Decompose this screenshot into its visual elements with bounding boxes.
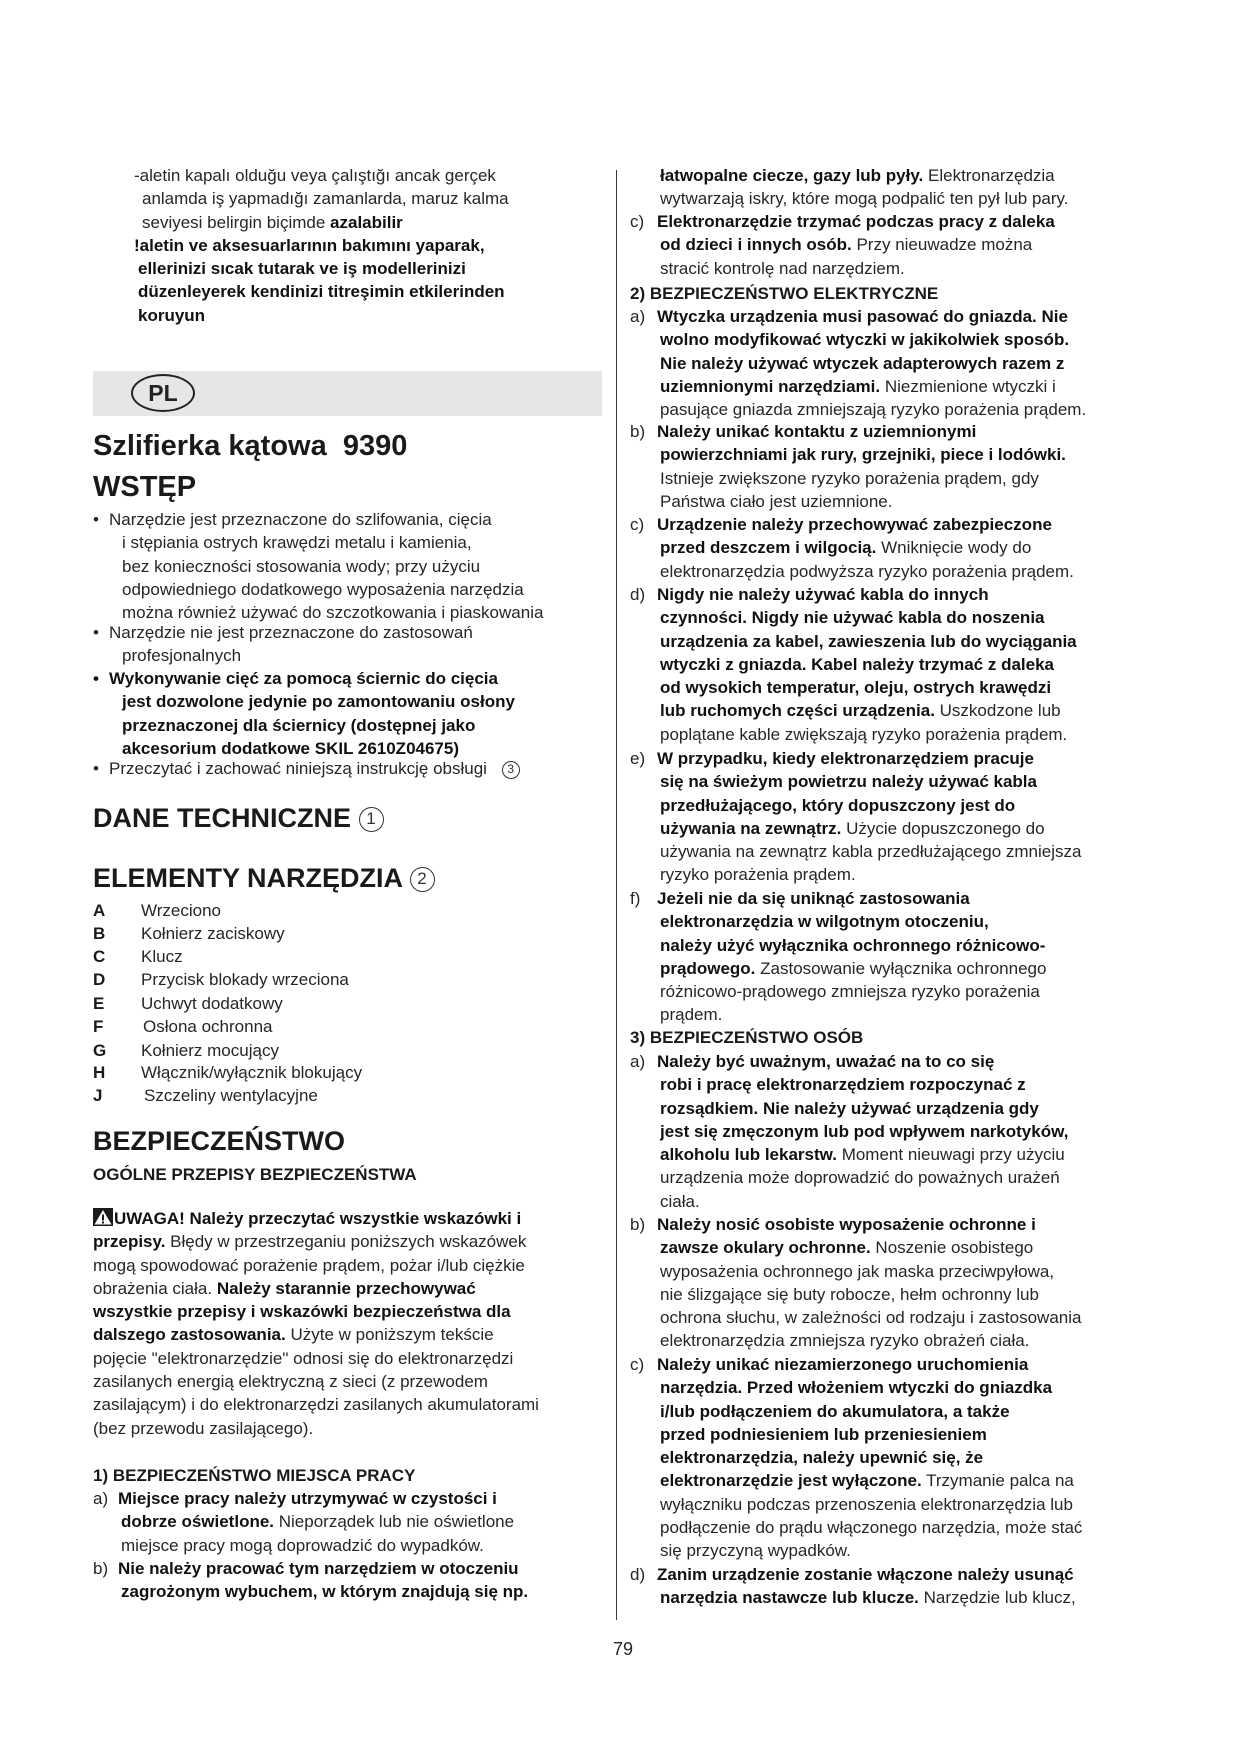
safety-item: d) Zanim urządzenie zostanie włączone należy usunąć narzędzia nastawcze lub klucze. Narzędzie lub klucz, [630, 1565, 1076, 1608]
safety-item-continuation: łatwopalne ciecze, gazy lub pyły. Elektronarzędzia wytwarzają iskry, które mogą podpalić ten pył lub pary. [660, 166, 1069, 209]
general-safety-subheading: OGÓLNE PRZEPISY BEZPIECZEŃSTWA [93, 1165, 417, 1184]
safety-item: b) Nie należy pracować tym narzędziem w otoczeniu zagrożonym wybuchem, w którym znajdują się np. [93, 1559, 529, 1602]
tr-line: seviyesi belirgin biçimde azalabilir [142, 212, 403, 232]
element-item: E Uchwyt dodatkowy [93, 994, 283, 1013]
technical-data-heading: DANE TECHNICZNE 1 [93, 802, 384, 834]
safety-item: a) Wtyczka urządzenia musi pasować do gniazda. Nie wolno modyfikować wtyczki w jakikolwiek sposób. Nie należy używać wtyczek adapterowych razem z uziemnionymi narzędziami. Niezmienione wtyczki i pasujące gniazda zmniejszają ryzyko porażenia prądem. [630, 307, 1087, 420]
safety-item: b) Należy unikać kontaktu z uziemnionymi powierzchniami jak rury, grzejniki, piece i lodówki. Istnieje zwiększone ryzyko porażenia prądem, gdy Państwa ciało jest uziemnione. [630, 422, 1066, 511]
figure-ref-2: 2 [410, 867, 435, 892]
electrical-safety-heading: 2) BEZPIECZEŃSTWO ELEKTRYCZNE [630, 284, 939, 303]
intro-bullet: • Narzędzie jest przeznaczone do szlifowania, cięcia i stępiania ostrych krawędzi metalu i kamienia, bez konieczności stosowania wody; przy użyciu odpowiedniego dodatkowego wyposażenia narzędzia można również używać do szczotkowania i piaskowania [93, 510, 544, 623]
element-item: D Przycisk blokady wrzeciona [93, 970, 349, 989]
work-area-safety-heading: 1) BEZPIECZEŃSTWO MIEJSCA PRACY [93, 1466, 416, 1485]
warning-block: UWAGA! Należy przeczytać wszystkie wskazówki i przepisy. Błędy w przestrzeganiu poniższych wskazówek mogą spowodować porażenie prądem, pożar i/lub ciężkie obrażenia ciała. Należy starannie przechowywać wszystkie przepisy i wskazówki bezpieczeństwa dla dalszego zastosowania. Użyte w poniższym tekście pojęcie "elektronarzędzie" odnosi się do elektronarzędzi zasilanych energią elektryczną z sieci (z przewodem zasilającym) i do elektronarzędzi zasilanych akumulatorami (bez przewodu zasilającego). [93, 1209, 539, 1438]
tr-line: anlamda iş yapmadığı zamanlarda, maruz kalma [142, 189, 509, 209]
safety-item: c) Elektronarzędzie trzymać podczas pracy z daleka od dzieci i innych osób. Przy nieuwadze można stracić kontrolę nad narzędziem. [630, 212, 1055, 278]
safety-item: e) W przypadku, kiedy elektronarzędziem pracuje się na świeżym powietrzu należy używać kabla przedłużającego, który dopuszczony jest do używania na zewnątrz. Użycie dopuszczonego do używania na zewnątrz kabla przedłużającego zmniejsza ryzyko porażenia prądem. [630, 749, 1082, 885]
safety-item: c) Urządzenie należy przechowywać zabezpieczone przed deszczem i wilgocią. Wniknięcie wody do elektronarzędzia podwyższa ryzyko porażenia prądem. [630, 515, 1074, 581]
safety-item: c) Należy unikać niezamierzonego uruchomienia narzędzia. Przed włożeniem wtyczki do gniazdka i/lub podłączeniem do akumulatora, a także przed podniesieniem lub przeniesieniem elektronarzędzia, należy upewnić się, że elektronarzędzie jest wyłączone. Trzymanie palca na wyłączniku podczas przenoszenia elektronarzędzia lub podłączenie do prądu włączonego narzędzia, może stać się przyczyną wypadków. [630, 1355, 1083, 1561]
safety-item: a) Miejsce pracy należy utrzymywać w czystości i dobrze oświetlone. Nieporządek lub nie oświetlone miejsce pracy mogą doprowadzić do wypadków. [93, 1489, 515, 1555]
elements-heading: ELEMENTY NARZĘDZIA 2 [93, 862, 435, 894]
tr-continuation [134, 164, 604, 327]
page-number: 79 [612, 1639, 634, 1659]
element-item: F Osłona ochronna [93, 1017, 273, 1036]
element-item: A Wrzeciono [93, 901, 221, 920]
tr-bold-line: düzenleyerek kendinizi titreşimin etkilerinden [138, 282, 505, 302]
intro-bullet: • Przeczytać i zachować niniejszą instrukcję obsługi 3 [93, 757, 613, 780]
element-item: G Kołnierz mocujący [93, 1041, 279, 1060]
tr-bold-line: koruyun [138, 305, 206, 325]
warning-triangle-icon [93, 1208, 113, 1226]
tr-line: -aletin kapalı olduğu veya çalıştığı ancak gerçek [134, 166, 496, 185]
element-item: J Szczeliny wentylacyjne [93, 1086, 318, 1105]
safety-item: a) Należy być uważnym, uważać na to co się robi i pracę elektronarzędziem rozpoczynać z rozsądkiem. Nie należy używać urządzenia gdy jest się zmęczonym lub pod wpływem narkotyków, alkoholu lub lekarstw. Moment nieuwagi przy użyciu urządzenia może doprowadzić do poważnych urażeń ciała. [630, 1052, 1069, 1211]
intro-bullet: • Narzędzie nie jest przeznaczone do zastosowań profesjonalnych [93, 623, 473, 666]
intro-heading: WSTĘP [93, 471, 197, 503]
tr-bold-line: ellerinizi sıcak tutarak ve iş modellerinizi [138, 259, 466, 279]
product-title: Szlifierka kątowa 9390 [93, 430, 408, 462]
intro-bullet: • Wykonywanie cięć za pomocą ściernic do cięcia jest dozwolone jedynie po zamontowaniu osłony przeznaczonej dla ściernicy (dostępnej jako akcesorium dodatkowe SKIL 2610Z04675) [93, 669, 515, 758]
element-item: H Włącznik/wyłącznik blokujący [93, 1063, 363, 1082]
element-item: C Klucz [93, 947, 183, 966]
column-divider [616, 170, 617, 1620]
safety-item: d) Nigdy nie należy używać kabla do innych czynności. Nigdy nie używać kabla do noszenia urządzenia za kabel, zawieszenia lub do wyciągania wtyczki z gniazda. Kabel należy trzymać z daleka od wysokich temperatur, oleju, ostrych krawędzi lub ruchomych części urządzenia. Uszkodzone lub poplątane kable zwiększają ryzyko porażenia prądem. [630, 585, 1077, 744]
safety-item: f) Jeżeli nie da się uniknąć zastosowania elektronarzędzia w wilgotnym otoczeniu, należy użyć wyłącznika ochronnego różnicowo- prądowego. Zastosowanie wyłącznika ochronnego różnicowo-prądowego zmniejsza ryzyko porażenia prądem. [630, 889, 1047, 1025]
figure-ref-1: 1 [359, 807, 384, 832]
figure-ref-3: 3 [502, 761, 520, 779]
safety-item: b) Należy nosić osobiste wyposażenie ochronne i zawsze okulary ochronne. Noszenie osobistego wyposażenia ochronnego jak maska przeciwpyłowa, nie ślizgające się buty robocze, hełm ochronny lub ochrona słuchu, w zależności od rodzaju i zastosowania elektronarzędzia zmniejsza ryzyko obrażeń ciała. [630, 1215, 1082, 1351]
personal-safety-heading: 3) BEZPIECZEŃSTWO OSÓB [630, 1028, 864, 1047]
language-badge: PL [131, 374, 195, 412]
safety-heading: BEZPIECZEŃSTWO [93, 1126, 346, 1156]
element-item: B Kołnierz zaciskowy [93, 924, 285, 943]
tr-bold-line: !aletin ve aksesuarlarının bakımını yaparak, [134, 235, 485, 255]
